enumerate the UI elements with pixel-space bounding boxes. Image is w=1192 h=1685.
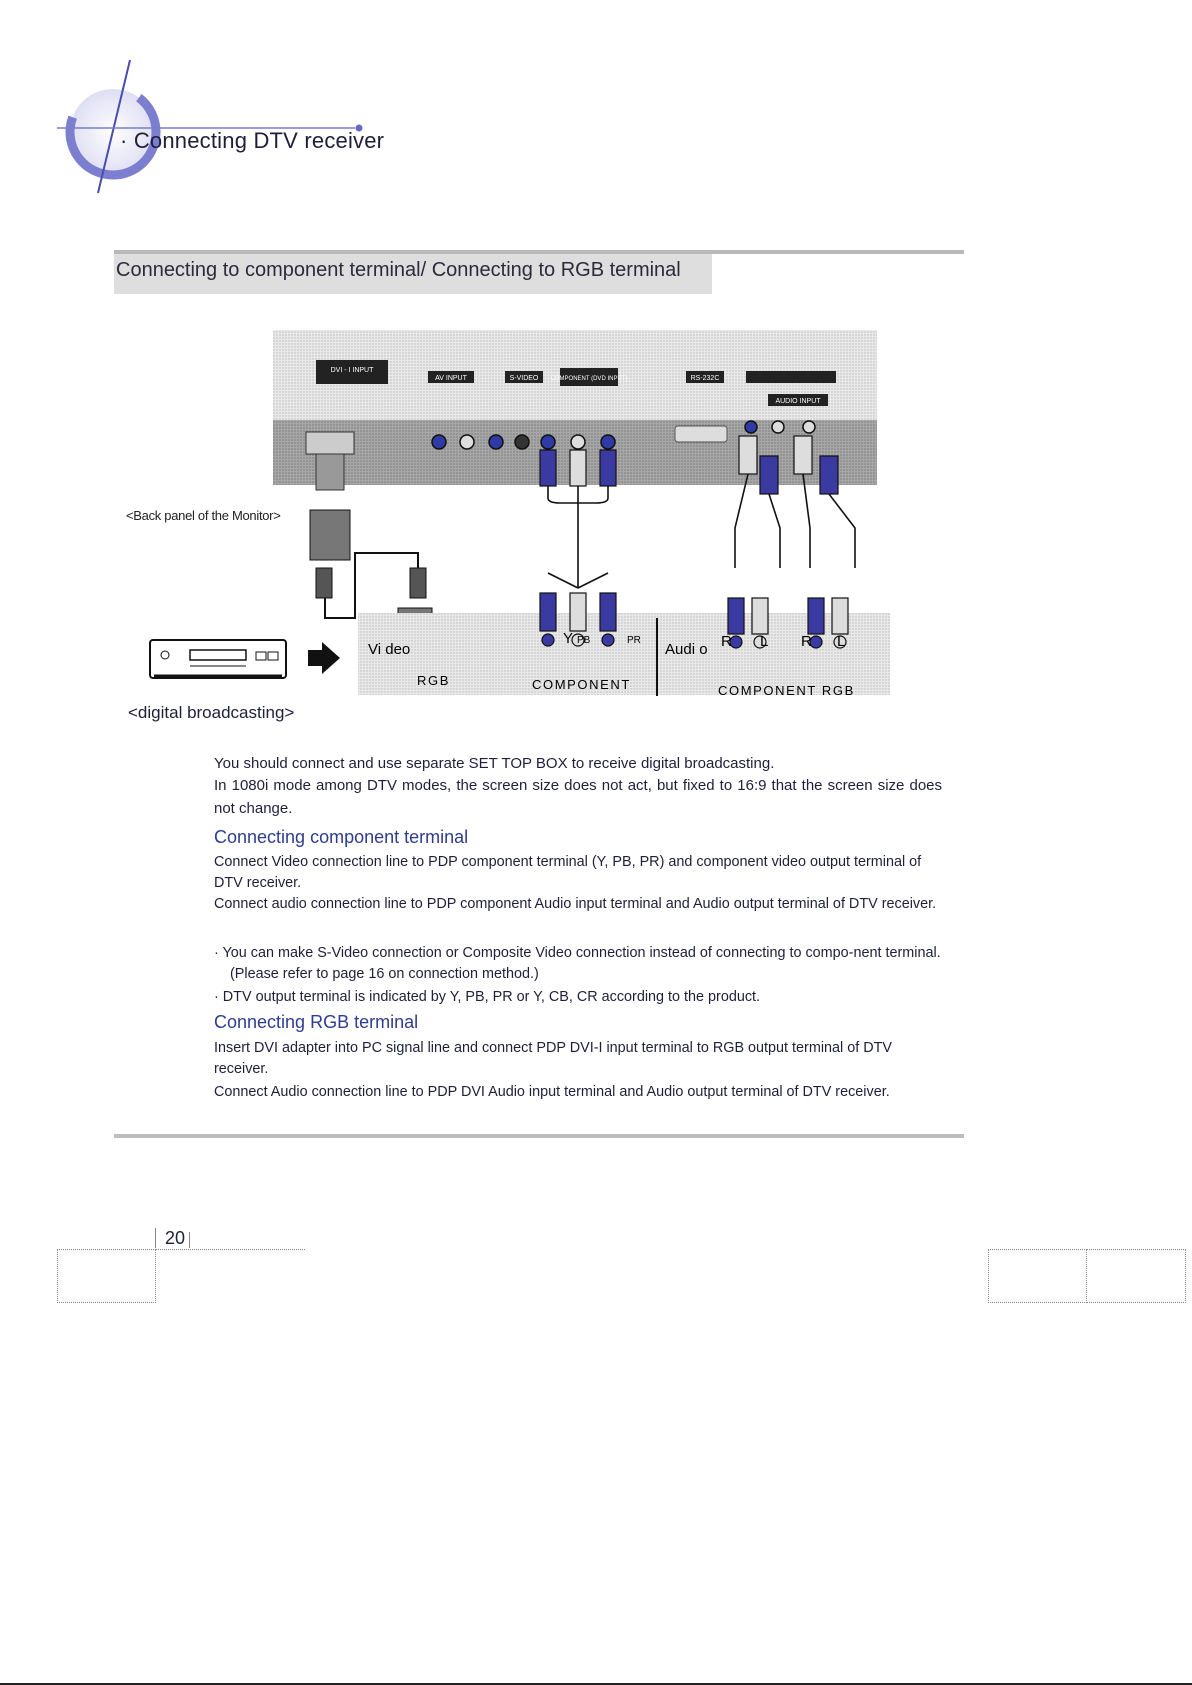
- component-plugs-top: [540, 450, 616, 486]
- svg-text:AV INPUT: AV INPUT: [435, 375, 467, 382]
- panel-label-av: [428, 371, 474, 383]
- rgb-paragraph-2: Connect Audio connection line to PDP DVI Audio input terminal and Audio output terminal of DTV receiver.: [214, 1084, 890, 1100]
- audio-l2-label: L: [837, 633, 846, 650]
- footer-box-right-1: [988, 1249, 1087, 1303]
- rgb-paragraph-1: Insert DVI adapter into PC signal line and connect PDP DVI-I input terminal to RGB output terminal of DTV receiver.: [214, 1040, 893, 1077]
- component-label: COMPONENT: [532, 677, 631, 692]
- pb-label: PB: [577, 635, 591, 646]
- stb-label: <digital broadcasting>: [128, 703, 295, 722]
- footer-rule: [155, 1249, 305, 1250]
- component-note-2: · DTV output terminal is indicated by Y, PB, PR or Y, CB, CR according to the product.: [214, 989, 761, 1005]
- section-title: Connecting to component terminal/ Connecting to RGB terminal: [116, 259, 681, 281]
- panel-label-rs232: [686, 371, 724, 383]
- component-heading: Connecting component terminal: [214, 827, 469, 847]
- arrow-icon: [308, 642, 340, 674]
- footer-box-right-2: [1086, 1249, 1186, 1303]
- svg-text:AUDIO INPUT: AUDIO INPUT: [775, 398, 821, 405]
- audio-r1-label: R: [721, 633, 732, 650]
- footer-box-left: [57, 1249, 156, 1303]
- component-cable: [548, 486, 608, 588]
- intro-line-1: You should connect and use separate SET TOP BOX to receive digital broadcasting.: [214, 755, 775, 772]
- back-panel-label: <Back panel of the Monitor>: [126, 508, 281, 523]
- rgb-heading: Connecting RGB terminal: [214, 1012, 419, 1032]
- component-rgb-label: COMPONENT RGB: [718, 683, 855, 698]
- page-title: · Connecting DTV receiver: [120, 128, 385, 153]
- component-paragraph-1: Connect Video connection line to PDP component terminal (Y, PB, PR) and component video output terminal of DTV receiver.: [214, 854, 922, 891]
- panel-label-dvi: [316, 360, 388, 384]
- svg-text:RS-232C: RS-232C: [690, 375, 720, 382]
- audio-r2-label: R: [801, 633, 812, 650]
- panel-label-component: [551, 368, 628, 386]
- component-note-1: · You can make S-Video connection or Composite Video connection instead of connecting to compo-nent terminal. (Please refer to page 16 on connection method.): [214, 945, 941, 982]
- component-paragraph-2: Connect audio connection line to PDP component Audio input terminal and Audio output terminal of DTV receiver.: [214, 896, 937, 912]
- svg-text:COMPONENT (DVD INPUT): COMPONENT (DVD INPUT): [550, 376, 628, 382]
- section-bottom-rule: [114, 1134, 964, 1138]
- chapter-logo: [55, 55, 375, 195]
- y-label: Y: [563, 630, 574, 647]
- audio-l1-label: L: [760, 633, 769, 650]
- video-label: Vi deo: [368, 641, 411, 658]
- svg-text:S-VIDEO: S-VIDEO: [509, 375, 539, 382]
- connection-diagram: [120, 328, 900, 728]
- set-top-box-icon: [150, 640, 286, 678]
- page-number: 20: [165, 1228, 186, 1248]
- svg-text:DVI - I INPUT: DVI - I INPUT: [330, 367, 374, 374]
- pr-label: PR: [627, 635, 641, 646]
- page-number-bracket-left: [155, 1228, 156, 1248]
- rgb-label: RGB: [417, 673, 450, 688]
- panel-label-svideo: [505, 371, 543, 383]
- rs232-port: [675, 426, 727, 442]
- audio-label: Audi o: [665, 641, 708, 658]
- page-number-bracket-right: [189, 1232, 190, 1248]
- intro-line-2: In 1080i mode among DTV modes, the screen size does not act, but fixed to 16:9 that the screen size does not change.: [214, 777, 942, 817]
